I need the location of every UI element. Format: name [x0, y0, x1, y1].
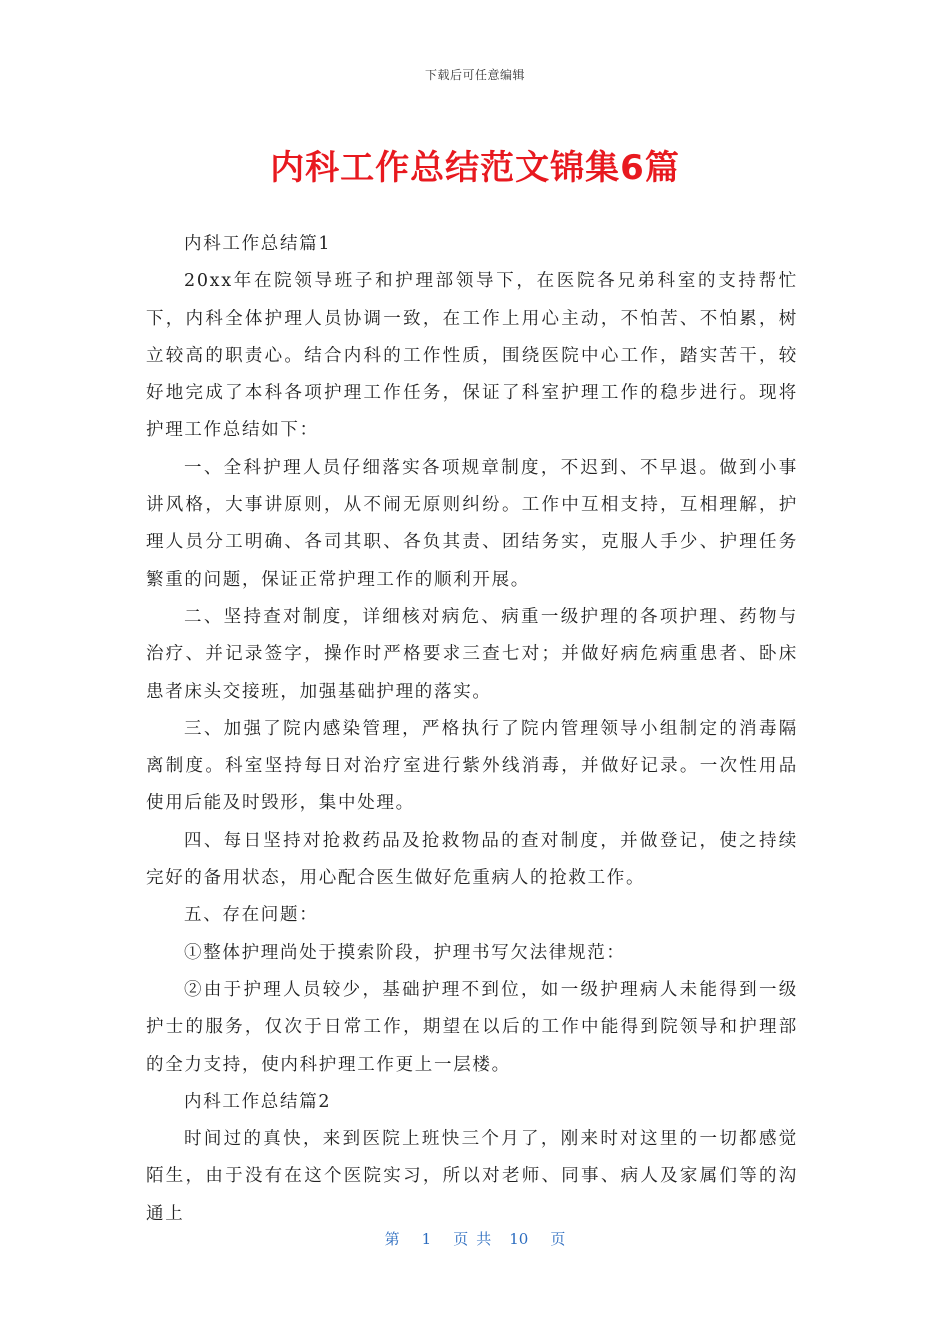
footer-prefix: 第	[384, 1230, 400, 1248]
body-paragraph: 四、每日坚持对抢救药品及抢救物品的查对制度，并做登记，使之持续完好的备用状态，用心配合医生做好危重病人的抢救工作。	[146, 830, 798, 889]
page-footer	[0, 1228, 950, 1249]
body-paragraph: 五、存在问题：	[184, 905, 319, 926]
footer-suffix: 页	[550, 1230, 566, 1248]
body-paragraph: 时间过的真快，来到医院上班快三个月了，刚来时对这里的一切都感觉陌生，由于没有在这个医院实习，所以对老师、同事、病人及家属们等的沟通上	[146, 1129, 798, 1224]
footer-middle: 页共	[453, 1230, 500, 1248]
section-heading: 内科工作总结篇1	[184, 234, 332, 254]
body-paragraph: 二、坚持查对制度，详细核对病危、病重一级护理的各项护理、药物与治疗、并记录签字，操作时严格要求三查七对；并做好病危病重患者、卧床患者床头交接班，加强基础护理的落实。	[146, 606, 798, 702]
body-paragraph: 20xx年在院领导班子和护理部领导下，在医院各兄弟科室的支持帮忙下，内科全体护理人员协调一致，在工作上用心主动，不怕苦、不怕累，树立较高的职责心。结合内科的工作性质，围绕医院中心工作，踏实苦干，较好地完成了本科各项护理工作任务，保证了科室护理工作的稳步进行。现将护理工作总结如下：	[146, 271, 798, 441]
current-page-number: 1	[421, 1230, 432, 1248]
header-note: 下载后可任意编辑	[424, 68, 525, 82]
total-pages: 10	[509, 1230, 529, 1248]
document-title: 内科工作总结范文锦集6篇	[270, 148, 680, 188]
body-paragraph: 一、全科护理人员仔细落实各项规章制度，不迟到、不早退。做到小事讲风格，大事讲原则，从不闹无原则纠纷。工作中互相支持，互相理解，护理人员分工明确、各司其职、各负其责、团结务实，克服人手少、护理任务繁重的问题，保证正常护理工作的顺利开展。	[146, 457, 798, 590]
body-paragraph: ①整体护理尚处于摸索阶段，护理书写欠法律规范：	[184, 942, 626, 963]
document-body	[146, 226, 798, 1233]
body-paragraph: ②由于护理人员较少，基础护理不到位，如一级护理病人未能得到一级护士的服务，仅次于日常工作，期望在以后的工作中能得到院领导和护理部的全力支持，使内科护理工作更上一层楼。	[146, 979, 798, 1075]
section-heading: 内科工作总结篇2	[184, 1091, 332, 1112]
body-paragraph: 三、加强了院内感染管理，严格执行了院内管理领导小组制定的消毒隔离制度。科室坚持每日对治疗室进行紫外线消毒，并做好记录。一次性用品使用后能及时毁形，集中处理。	[146, 718, 798, 814]
